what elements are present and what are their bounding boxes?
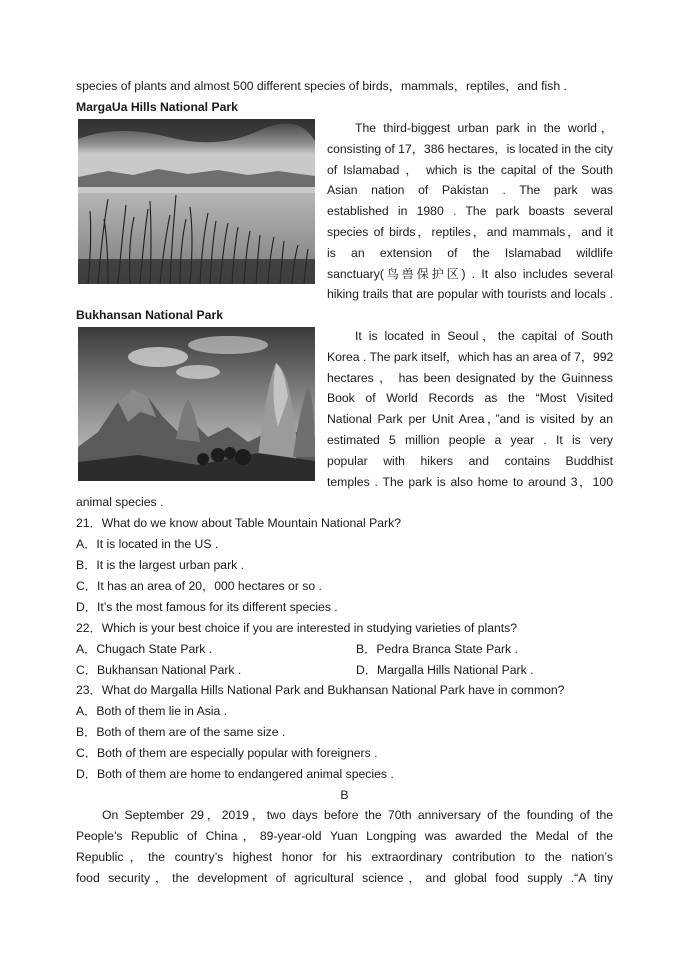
margalla-line: hiking trails that are popular with tourists and locals . [327, 287, 613, 302]
q23-option-d[interactable]: D．Both of them are home to endangered animal species . [76, 767, 394, 781]
bukhansan-line: Book of World Records as the “Most Visited [327, 391, 613, 406]
bukhansan-line: National Park per Unit Area，”and is visited by an [327, 412, 613, 427]
bukhansan-line: hectares ， has been designated by the Guinness [327, 370, 613, 385]
bukhansan-tail-text: animal species . [76, 495, 164, 509]
bukhansan-description [327, 326, 613, 492]
section-b-label: B [340, 788, 349, 802]
q22-option-c[interactable]: C．Bukhansan National Park . [76, 663, 242, 677]
q21-option-b[interactable]: B．It is the largest urban park . [76, 558, 244, 572]
passage-b-line: On September 29，2019，two days before the 70th anniversary of the founding of the [102, 808, 613, 822]
question-21-stem: 21．What do we know about Table Mountain National Park? [76, 516, 401, 530]
bukhansan-line: Korea . The park itself，which has an area of 7，992 [327, 349, 613, 364]
margalla-line: Asian nation of Pakistan . The park was [327, 183, 613, 198]
intro-tail-text: species of plants and almost 500 different species of birds，mammals，reptiles，and fish . [76, 79, 567, 93]
lake-reeds-image [78, 119, 315, 284]
margalla-line: consisting of 17，386 hectares，is located in the city [327, 141, 613, 156]
bukhansan-line: popular with hikers and contains Buddhist [327, 453, 613, 468]
park-title-bukhansan: Bukhansan National Park [76, 308, 223, 322]
bukhansan-line: temples . The park is also home to around 3，100 [327, 474, 613, 489]
margalla-line: established in 1980 . The park boasts several [327, 204, 613, 219]
margalla-lake-photo [78, 119, 315, 284]
passage-b [76, 805, 613, 889]
q22-option-b[interactable]: B．Pedra Branca State Park . [356, 642, 518, 656]
q21-option-a[interactable]: A．It is located in the US . [76, 537, 219, 551]
passage-b-line: Republic，the country’s highest honor for his extraordinary contribution to the nation’s [76, 850, 613, 864]
question-22-stem: 22．Which is your best choice if you are interested in studying varieties of plants? [76, 621, 518, 635]
margalla-line: sanctuary(鸟兽保护区) . It also includes several [327, 266, 613, 281]
q23-option-a[interactable]: A．Both of them lie in Asia . [76, 704, 228, 718]
question-23-stem: 23．What do Margalla Hills National Park and Bukhansan National Park have in common? [76, 683, 565, 697]
bukhansan-mountain-photo [78, 327, 315, 481]
q21-option-c[interactable]: C．It has an area of 20，000 hectares or so . [76, 579, 322, 593]
mountain-peaks-image [78, 327, 315, 481]
margalla-line: is an extension of the Islamabad wildlife [327, 245, 613, 260]
margalla-line: species of birds，reptiles，and mammals，and it [327, 224, 613, 239]
q22-option-a[interactable]: A．Chugach State Park . [76, 642, 213, 656]
passage-b-line: People’s Republic of China，89-year-old Yuan Longping was awarded the Medal of the [76, 829, 613, 843]
margalla-description [327, 118, 613, 305]
passage-b-line: food security，the development of agricultural science，and global food supply .“A tiny [76, 871, 613, 885]
q22-option-d[interactable]: D．Margalla Hills National Park . [356, 663, 534, 677]
q23-option-c[interactable]: C．Both of them are especially popular with foreigners . [76, 746, 378, 760]
margalla-line: The third-biggest urban park in the world， [355, 121, 613, 135]
bukhansan-line: estimated 5 million people a year . It is very [327, 432, 613, 447]
q23-option-b[interactable]: B．Both of them are of the same size . [76, 725, 286, 739]
park-title-margalla: MargaUa Hills National Park [76, 100, 238, 114]
bukhansan-line: It is located in Seoul，the capital of South [355, 329, 613, 343]
q21-option-d[interactable]: D．It’s the most famous for its different species . [76, 600, 338, 614]
margalla-line: of Islamabad ， which is the capital of the South [327, 162, 613, 177]
